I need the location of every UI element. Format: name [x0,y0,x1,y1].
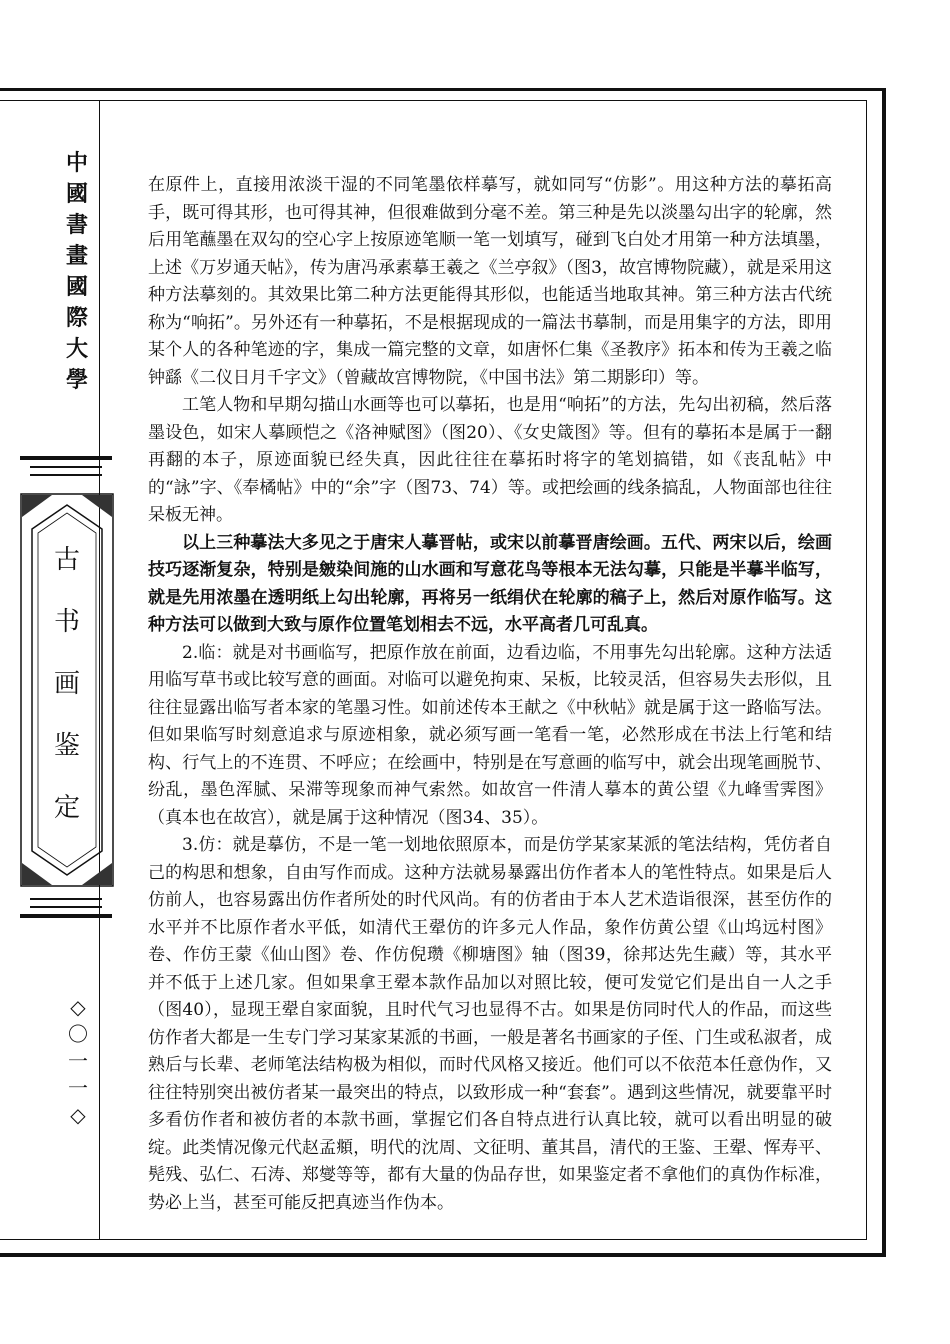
series-title-char: 中 [65,150,88,176]
ornament-bar [20,914,112,918]
page-number-char: ◇ [70,995,86,1019]
book-title-char: 定 [53,793,80,823]
ornament-bar [30,898,102,900]
page-number-char: ◇ [70,1103,86,1127]
paragraph: 工笔人物和早期勾描山水画等也可以摹拓，也是用“响拓”的方法，先勾出初稿，然后落墨设色，如宋人摹顾恺之《洛神赋图》（图20）、《女史箴图》等。但有的摹拓本是属于一翻再翻的本子，原迹面貌已经失真，因此往往在摹拓时将字的笔划搞错，如《丧乱帖》中的“詠”字、《奉橘帖》中的“余”字（图73、74）等。或把绘画的线条搞乱，人物面部也往往呆板无神。 [148,395,832,525]
series-title [62,148,92,396]
ornament-bar [30,466,102,468]
book-title-cartouche [20,493,114,887]
book-title-char: 书 [53,607,80,637]
book-title-char: 鉴 [53,731,80,761]
book-title-char: 古 [53,545,80,575]
paragraph: 3.仿：就是摹仿，不是一笔一划地依照原本，而是仿学某家某派的笔法结构，凭仿者自己的构思和想象，自由写作而成。这种方法就易暴露出仿作者本人的笔性特点。如果是后人仿前人，也容易露出仿作者所处的时代风尚。有的仿者由于本人艺术造诣很深，甚至仿作的水平并不比原作者水平低，如清代王翚仿的许多元人作品，象作仿黄公望《山坞远村图》卷、作仿王蒙《仙山图》卷、作仿倪瓒《柳塘图》轴（图39，徐邦达先生藏）等，其水平并不低于上述几家。但如果拿王翚本款作品加以对照比较，便可发觉它们是出自一人之手（图40），显现王翚自家面貌，且时代气习也显得不古。如果是仿同时代人的作品，而这些仿作者大都是一生专门学习某家某派的书画，一般是著名书画家的子侄、门生或私淑者，成熟后与长辈、老师笔法结构极为相似，而时代风格又接近。他们可以不依范本任意伪作，又往往特别突出被仿者某一最突出的特点，以致形成一种“套套”。遇到这些情况，就要靠平时多看仿作者和被仿者的本款书画，掌握它们各自特点进行认真比较，就可以看出明显的破绽。此类情况像元代赵孟頫，明代的沈周、文征明、董其昌，清代的王鉴、王翚、恽寿平、髡残、弘仁、石涛、郑燮等等，都有大量的伪品存世，如果鉴定者不拿他们的真伪作标准，势必上当，甚至可能反把真迹当作伪本。 [148,835,832,1213]
page-number [58,994,98,1129]
series-title-char: 畫 [65,243,88,269]
series-title-char: 國 [65,181,88,207]
page-number-char: 一 [68,1076,88,1100]
page-number-char: 一 [68,1049,88,1073]
body-text [148,172,832,1217]
ornament-bar [20,456,112,460]
series-title-char: 大 [65,336,88,362]
ornament-bar [30,474,102,476]
paragraph: 以上三种摹法大多见之于唐宋人摹晋帖，或宋以前摹晋唐绘画。五代、两宋以后，绘画技巧逐渐复杂，特别是皴染间施的山水画和写意花鸟等根本无法勾摹，只能是半摹半临写，就是先用浓墨在透明纸上勾出轮廓，再将另一纸绢伏在轮廓的稿子上，然后对原作临写。这种方法可以做到大致与原作位置笔划相去不远，水平高者几可乱真。 [148,532,832,635]
paragraph: 在原件上，直接用浓淡干湿的不同笔墨依样摹写，就如同写“仿影”。用这种方法的摹拓高手，既可得其形，也可得其神，但很难做到分毫不差。第三种是先以淡墨勾出字的轮廓，然后用笔蘸墨在双勾的空心字上按原迹笔顺一笔一划填写，碰到飞白处才用第一种方法填墨，上述《万岁通天帖》，传为唐冯承素摹王羲之《兰亭叙》（图3，故宫博物院藏），就是采用这种方法摹刻的。其效果比第二种方法更能得其形似，也能适当地取其神。第三种方法古代统称为“响拓”。另外还有一种摹拓，不是根据现成的一篇法书摹制，而是用集字的方法，即用某个人的各种笔迹的字，集成一篇完整的文章，如唐怀仁集《圣教序》拓本和传为王羲之临钟繇《二仪日月千字文》（曾藏故宫博物院，《中国书法》第二期影印）等。 [148,175,832,388]
paragraph: 2.临：就是对书画临写，把原作放在前面，边看边临，不用事先勾出轮廓。这种方法适用临写草书或比较写意的画面。对临可以避免拘束、呆板，比较灵活，但容易失去形似，且往往显露出临写者本家的笔墨习性。如前述传本王献之《中秋帖》就是属于这一路临写法。但如果临写时刻意追求与原迹相象，就必须写画一笔看一笔，必然形成在书法上行笔和结构、行气上的不连贯、不呼应；在绘画中，特别是在写意画的临写中，就会出现笔画脱节、纷乱，墨色浑腻、呆滞等现象而神气索然。如故宫一件清人摹本的黄公望《九峰雪霁图》（真本也在故宫），就是属于这种情况（图34、35）。 [148,642,832,828]
series-title-char: 國 [65,274,88,300]
series-title-char: 書 [65,212,88,238]
series-title-char: 際 [65,305,88,331]
page-number-char: 〇 [68,1022,88,1046]
ornament-bar [30,906,102,908]
series-title-char: 學 [65,367,88,393]
book-title-char: 画 [53,669,80,699]
